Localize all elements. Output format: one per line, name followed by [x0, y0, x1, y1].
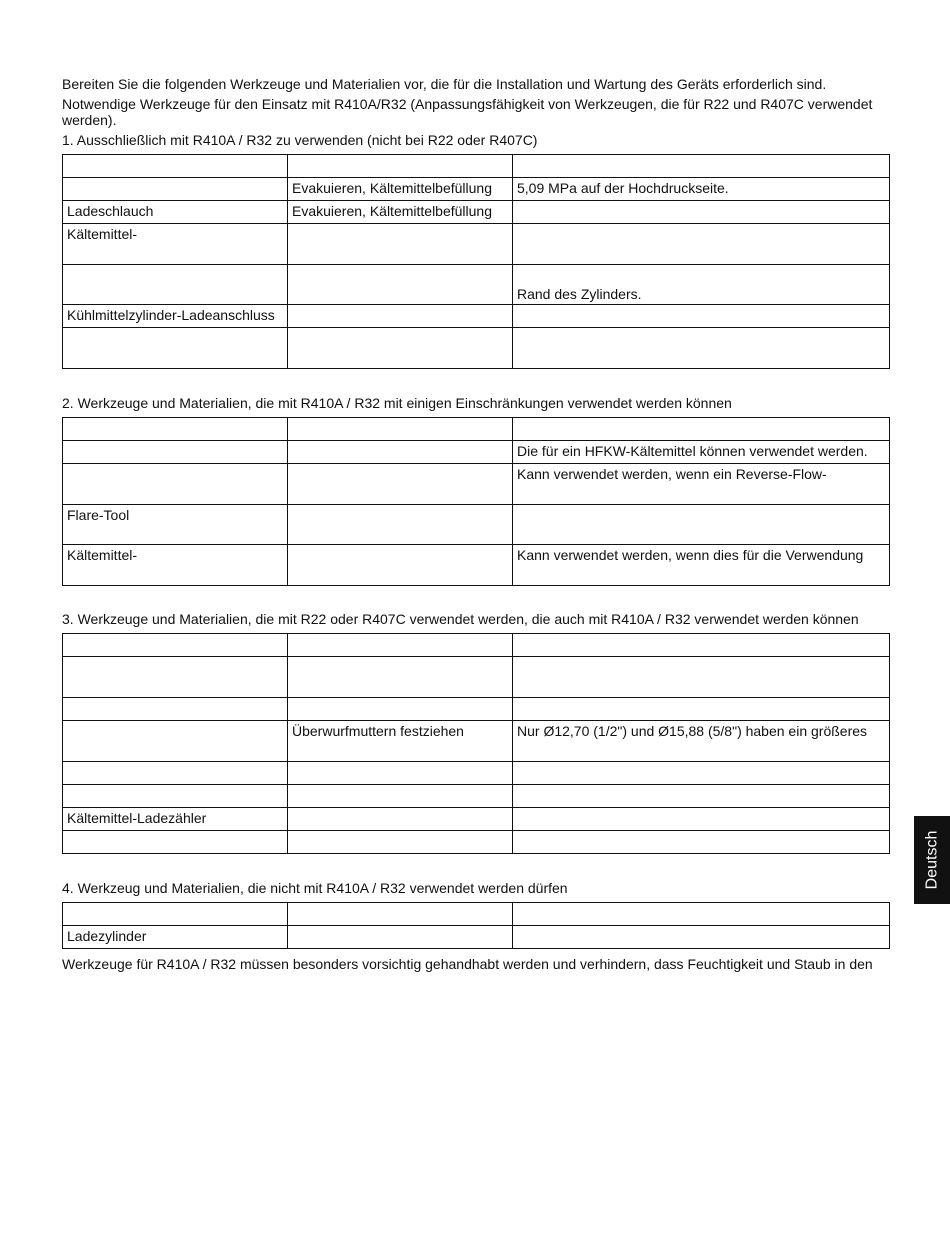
table-cell [513, 762, 890, 785]
table-cell [288, 926, 513, 949]
intro-line-1: Bereiten Sie die folgenden Werkzeuge und Materialien vor, die für die Installation und Wartung des Geräts erforderlich sind. [62, 76, 827, 92]
table-cell [288, 831, 513, 854]
table-cell [513, 785, 890, 808]
table-cell [288, 224, 513, 265]
table-cell [513, 505, 890, 545]
table-row [63, 926, 890, 949]
table-cell [63, 698, 288, 721]
table-row [63, 545, 890, 586]
table-cell [63, 903, 288, 926]
table-row [63, 698, 890, 721]
table-cell [288, 545, 513, 586]
table-cell [63, 785, 288, 808]
table-row [63, 762, 890, 785]
table-cell: Kältemittel- [63, 545, 288, 586]
table-cell: Flare-Tool [63, 505, 288, 545]
table-cell [63, 657, 288, 698]
section-1-table [62, 154, 890, 369]
table-cell [288, 418, 513, 441]
section-1-heading: 1. Ausschließlich mit R410A / R32 zu verwenden (nicht bei R22 oder R407C) [62, 132, 538, 148]
section-3-heading: 3. Werkzeuge und Materialien, die mit R22 oder R407C verwendet werden, die auch mit R410A / R32 verwendet werden können [62, 611, 859, 627]
table-cell [513, 926, 890, 949]
table-cell [288, 808, 513, 831]
table-cell [63, 178, 288, 201]
table-cell: Kann verwendet werden, wenn dies für die Verwendung [513, 545, 890, 586]
table-cell [63, 418, 288, 441]
table-row [63, 305, 890, 328]
table-cell [63, 155, 288, 178]
table-cell: Kühlmittelzylinder-Ladeanschluss [63, 305, 288, 328]
table-cell [513, 155, 890, 178]
table-cell [63, 831, 288, 854]
table-cell [513, 224, 890, 265]
table-cell: Ladeschlauch [63, 201, 288, 224]
table-cell: Rand des Zylinders. [513, 265, 890, 305]
section-4-table [62, 902, 890, 949]
table-cell [63, 634, 288, 657]
table-cell: Ladezylinder [63, 926, 288, 949]
table-cell [288, 634, 513, 657]
table-cell [513, 305, 890, 328]
table-cell: 5,09 MPa auf der Hochdruckseite. [513, 178, 890, 201]
table-row [63, 903, 890, 926]
table-row [63, 505, 890, 545]
table-cell [288, 328, 513, 369]
table-row [63, 328, 890, 369]
table-cell [63, 441, 288, 464]
table-row [63, 785, 890, 808]
footer-text: Werkzeuge für R410A / R32 müssen besonders vorsichtig gehandhabt werden und verhindern, dass Feuchtigkeit und Staub in den [62, 956, 873, 972]
language-tab [914, 816, 950, 904]
table-cell [288, 155, 513, 178]
table-cell [288, 903, 513, 926]
section-2-heading: 2. Werkzeuge und Materialien, die mit R410A / R32 mit einigen Einschränkungen verwendet werden können [62, 395, 732, 411]
section-4-heading: 4. Werkzeug und Materialien, die nicht mit R410A / R32 verwendet werden dürfen [62, 880, 568, 896]
table-cell [288, 698, 513, 721]
table-cell [288, 785, 513, 808]
table-cell: Nur Ø12,70 (1/2") und Ø15,88 (5/8") haben ein größeres [513, 721, 890, 762]
language-tab-label: Deutsch [923, 830, 941, 890]
table-cell: Die für ein HFKW-Kältemittel können verwendet werden. [513, 441, 890, 464]
table-cell [288, 265, 513, 305]
table-cell: Kältemittel- [63, 224, 288, 265]
table-cell [63, 464, 288, 505]
table-row [63, 418, 890, 441]
table-row [63, 634, 890, 657]
table-cell: Kältemittel-Ladezähler [63, 808, 288, 831]
table-cell [63, 721, 288, 762]
table-cell [513, 328, 890, 369]
intro-line-2: Notwendige Werkzeuge für den Einsatz mit R410A/R32 (Anpassungsfähigkeit von Werkzeugen, die für R22 und R407C verwendet werden). [62, 96, 873, 128]
table-cell [288, 762, 513, 785]
table-cell [288, 657, 513, 698]
section-2-table [62, 417, 890, 586]
table-cell [63, 328, 288, 369]
table-row [63, 721, 890, 762]
table-cell [513, 657, 890, 698]
table-row [63, 808, 890, 831]
table-cell [288, 464, 513, 505]
table-cell: Überwurfmuttern festziehen [288, 721, 513, 762]
table-row [63, 155, 890, 178]
table-cell: Evakuieren, Kältemittelbefüllung [288, 178, 513, 201]
table-cell: Evakuieren, Kältemittelbefüllung [288, 201, 513, 224]
table-row [63, 441, 890, 464]
table-row [63, 657, 890, 698]
table-cell [63, 762, 288, 785]
table-row [63, 178, 890, 201]
table-row [63, 265, 890, 305]
table-row [63, 201, 890, 224]
table-cell [513, 201, 890, 224]
table-cell [513, 903, 890, 926]
table-cell: Kann verwendet werden, wenn ein Reverse-Flow- [513, 464, 890, 505]
section-3-table [62, 633, 890, 854]
table-cell [288, 305, 513, 328]
table-cell [288, 441, 513, 464]
table-cell [288, 505, 513, 545]
table-cell [513, 831, 890, 854]
table-cell [63, 265, 288, 305]
table-row [63, 464, 890, 505]
table-row [63, 224, 890, 265]
table-cell [513, 634, 890, 657]
table-cell [513, 808, 890, 831]
table-cell [513, 418, 890, 441]
table-cell [513, 698, 890, 721]
table-row [63, 831, 890, 854]
